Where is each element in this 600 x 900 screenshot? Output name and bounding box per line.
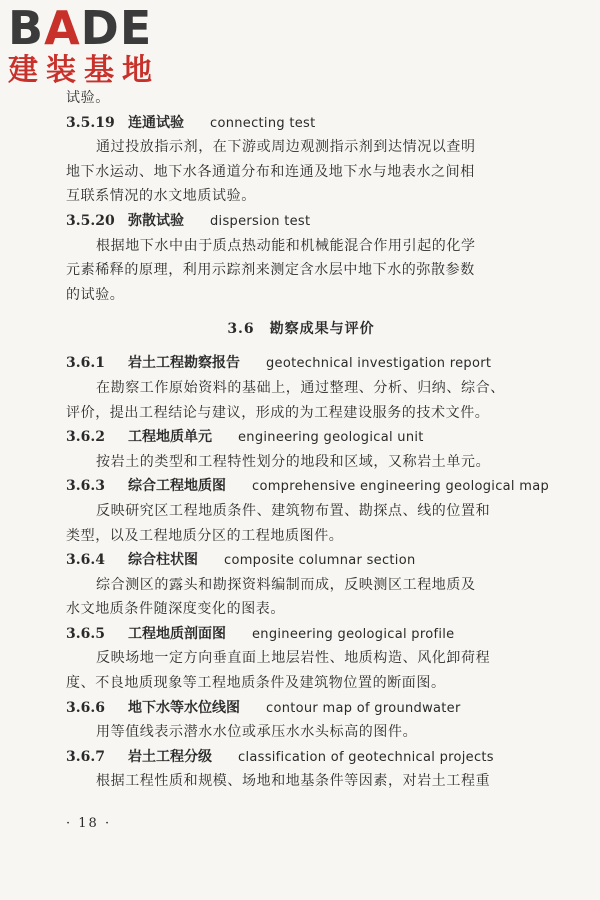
term-english: classification of geotechnical projects — [238, 749, 494, 765]
definition-line: 综合测区的露头和勘探资料编制而成，反映测区工程地质及 — [96, 576, 476, 593]
definition-line: 的试验。 — [66, 286, 125, 303]
definition-line: 互联系情况的水文地质试验。 — [66, 188, 256, 205]
term-chinese: 综合柱状图 — [128, 552, 198, 569]
term-number: 3.6.1 — [66, 355, 105, 372]
term-heading — [66, 209, 536, 234]
page-number: · 18 · — [66, 816, 112, 831]
term-chinese: 岩土工程勘察报告 — [128, 355, 240, 372]
term-number: 3.5.19 — [66, 114, 115, 131]
term-number: 3.5.20 — [66, 212, 115, 229]
term-heading — [66, 425, 536, 450]
term-heading — [66, 696, 536, 721]
term-chinese: 连通试验 — [128, 114, 184, 131]
term-english: engineering geological unit — [238, 430, 424, 446]
definition-line: 根据地下水中由于质点热动能和机械能混合作用引起的化学 — [96, 237, 476, 254]
page-content — [66, 86, 550, 794]
definition-line: 用等值线表示潜水水位或承压水水头标高的图件。 — [96, 724, 418, 741]
term-heading — [66, 474, 550, 499]
term-chinese: 综合工程地质图 — [128, 478, 226, 495]
term-heading — [66, 745, 536, 770]
section-heading: 3.6 勘察成果与评价 — [227, 321, 375, 338]
term-chinese: 地下水等水位线图 — [128, 699, 240, 716]
definition-line: 在勘察工作原始资料的基础上，通过整理、分析、归纳、综合、 — [96, 379, 505, 396]
term-chinese: 岩土工程分级 — [128, 748, 212, 765]
definition-line: 通过投放指示剂，在下游或周边观测指示剂到达情况以查明 — [96, 139, 476, 156]
watermark-logo — [8, 1, 160, 88]
term-english: contour map of groundwater — [266, 700, 461, 716]
carry-over-text: 试验。 — [66, 90, 110, 106]
definition-line: 反映场地一定方向垂直面上地层岩性、地质构造、风化卸荷程 — [96, 650, 491, 667]
term-heading — [66, 351, 536, 376]
logo-latin-text: BADE — [8, 1, 153, 55]
term-english: engineering geological profile — [252, 626, 455, 642]
term-heading — [66, 622, 536, 647]
entries-group-b — [66, 351, 550, 794]
logo-cjk-text: 建装基地 — [8, 53, 160, 88]
term-english: geotechnical investigation report — [266, 356, 492, 372]
term-english: connecting test — [210, 115, 316, 131]
term-english: comprehensive engineering geological map — [252, 479, 550, 495]
definition-line: 水文地质条件随深度变化的图表。 — [66, 601, 285, 618]
term-chinese: 工程地质剖面图 — [128, 625, 226, 642]
term-number: 3.6.4 — [66, 552, 105, 569]
term-number: 3.6.6 — [66, 699, 105, 716]
definition-line: 度、不良地质现象等工程地质条件及建筑物位置的断面图。 — [66, 675, 446, 692]
term-english: composite columnar section — [224, 553, 416, 569]
term-number: 3.6.7 — [66, 748, 105, 765]
term-chinese: 弥散试验 — [128, 212, 184, 229]
definition-line: 按岩土的类型和工程特性划分的地段和区域，又称岩土单元。 — [96, 453, 491, 470]
term-heading — [66, 111, 536, 136]
definition-line: 元素稀释的原理，利用示踪剂来测定含水层中地下水的弥散参数 — [66, 262, 475, 279]
term-number: 3.6.5 — [66, 625, 105, 642]
term-number: 3.6.2 — [66, 429, 105, 446]
term-chinese: 工程地质单元 — [128, 429, 212, 446]
entries-group-a — [66, 111, 536, 308]
term-heading — [66, 548, 536, 573]
definition-line: 根据工程性质和规模、场地和地基条件等因素，对岩土工程重 — [96, 773, 491, 790]
definition-line: 反映研究区工程地质条件、建筑物布置、勘探点、线的位置和 — [96, 502, 491, 519]
definition-line: 地下水运动、地下水各通道分布和连通及地下水与地表水之间相 — [66, 163, 475, 180]
term-number: 3.6.3 — [66, 478, 105, 495]
term-english: dispersion test — [210, 213, 311, 229]
definition-line: 评价，提出工程结论与建议，形成的为工程建设服务的技术文件。 — [66, 404, 490, 421]
definition-line: 类型，以及工程地质分区的工程地质图件。 — [66, 527, 344, 544]
